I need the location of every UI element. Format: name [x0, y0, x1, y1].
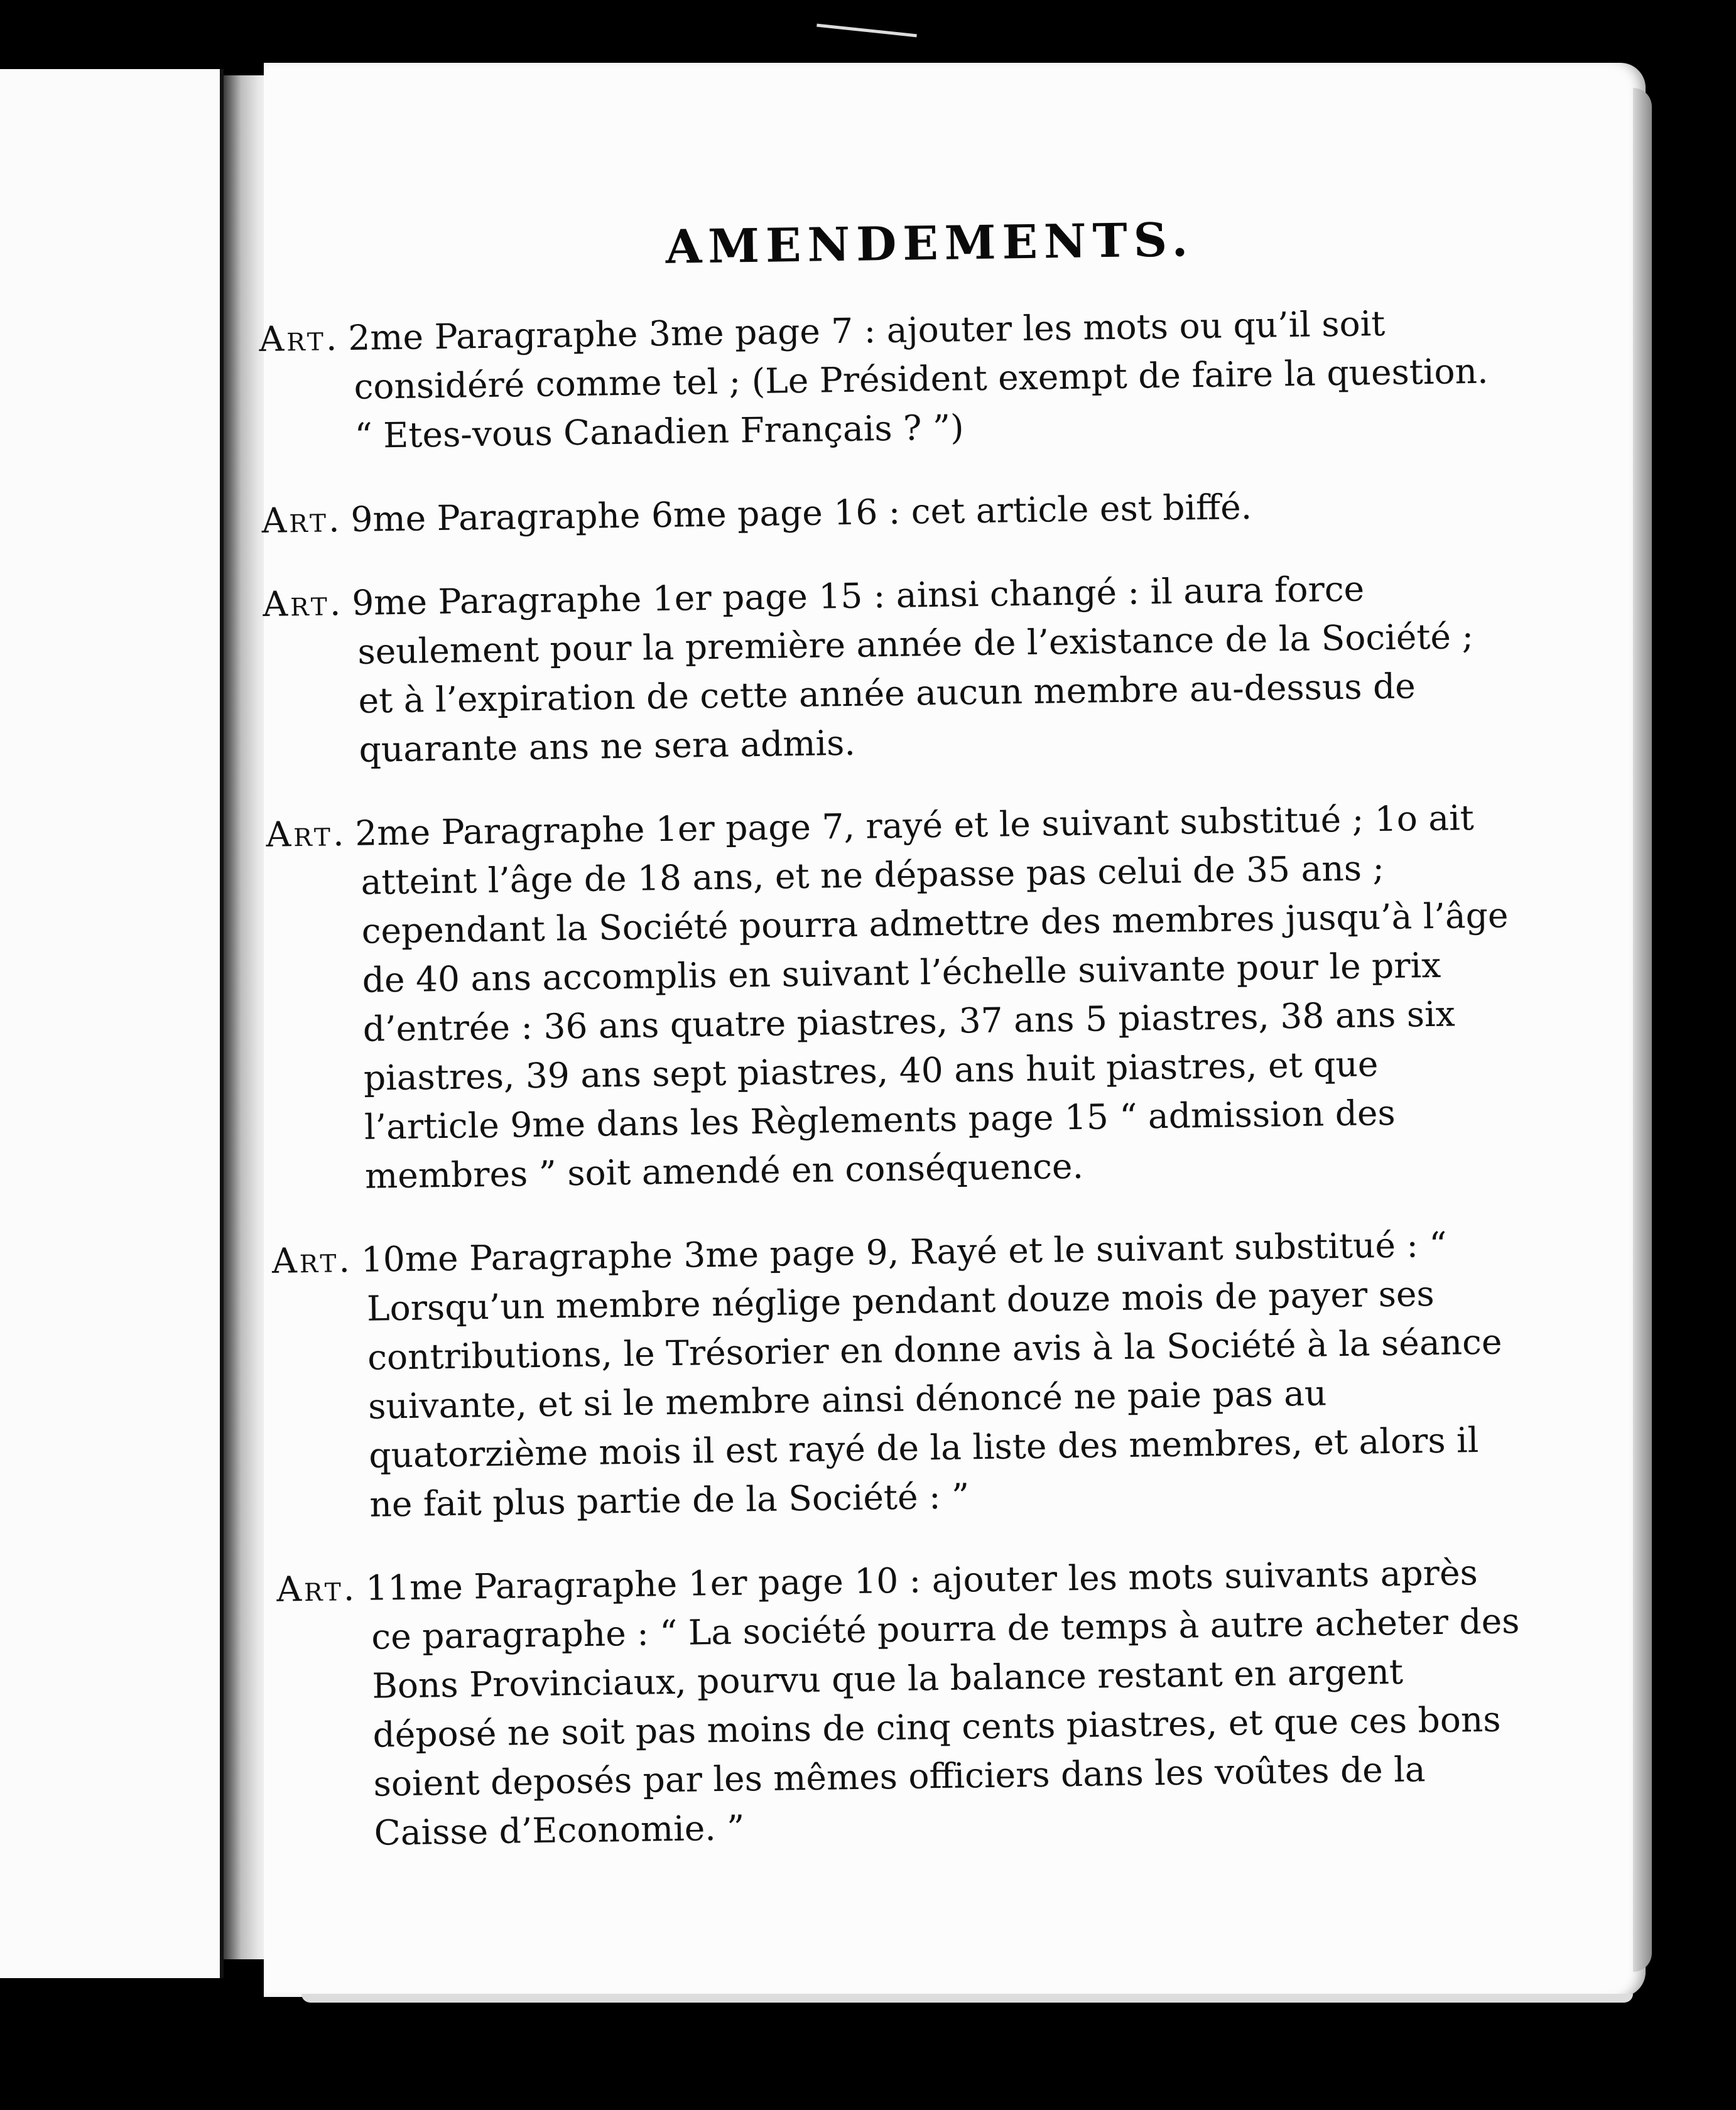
page-edge — [1633, 88, 1652, 1972]
article-text: 2me Paragraphe 1er page 7, rayé et le suivant substitué ; 1o ait atteint l’âge de 18 ans, et ne dépasse pas celui de 35 ans ; cependant la Société pourra admettre des membres jusqu’à l’âge de 40 ans accomplis en suivant l’échelle suivante pour le prix d’entrée : 36 ans quatre piastres, 37 ans 5 piastres, 38 ans six piastres, 39 ans sept piastres, 40 ans huit piastres, et que l’article 9me dans les Règlements page 15 “ admission des membres ” soit amendé en conséquence. — [354, 798, 1509, 1196]
page-title: AMENDEMENTS. — [665, 213, 1195, 274]
article-text: 10me Paragraphe 3me page 9, Rayé et le suivant substitué : “ Lorsqu’un membre néglige pendant douze mois de payer ses contributions, le Trésorier en donne avis à la Société à la séance suivante, et si le membre ainsi dénoncé ne paie pas au quatorzième mois il est rayé de la liste des membres, et alors il ne fait plus partie de la Société : ” — [361, 1224, 1502, 1525]
article-entry — [259, 297, 1504, 462]
article-text: 2me Paragraphe 3me page 7 : ajouter les mots ou qu’il soit considéré comme tel ; (Le Président exempt de faire la question. “ Etes-vous Canadien Français ? ”) — [347, 303, 1489, 456]
scan-artifact — [816, 24, 917, 38]
article-label: Art. — [259, 318, 340, 359]
article-text: 9me Paragraphe 1er page 15 : ainsi changé : il aura force seulement pour la première année de l’existance de la Société ; et à l’expiration de cette année aucun membre au-dessus de quarante ans ne sera admis. — [351, 568, 1474, 770]
article-text: 11me Paragraphe 1er page 10 : ajouter les mots suivants après ce paragraphe : “ La société pourra de temps à autre acheter des Bons Provinciaux, pourvu que la balance restant en argent déposé ne soit pas moins de cinq cents piastres, et que ces bons soient deposés par les mêmes officiers dans les voûtes de la Caisse d’Economie. ” — [365, 1552, 1520, 1853]
article-label: Art. — [266, 813, 347, 855]
article-entry — [266, 793, 1515, 1202]
article-entry — [271, 1219, 1519, 1530]
left-facing-page — [0, 69, 224, 1978]
article-entry — [261, 479, 1505, 545]
bottom-page-edge — [301, 1994, 1633, 2003]
page-content — [258, 208, 1524, 1875]
article-label: Art. — [261, 499, 342, 541]
article-text: 9me Paragraphe 6me page 16 : cet article est biffé. — [350, 486, 1252, 539]
article-entry — [276, 1547, 1524, 1859]
article-label: Art. — [262, 583, 344, 624]
article-entry — [263, 562, 1509, 776]
article-label: Art. — [276, 1568, 357, 1610]
article-label: Art. — [271, 1240, 353, 1281]
